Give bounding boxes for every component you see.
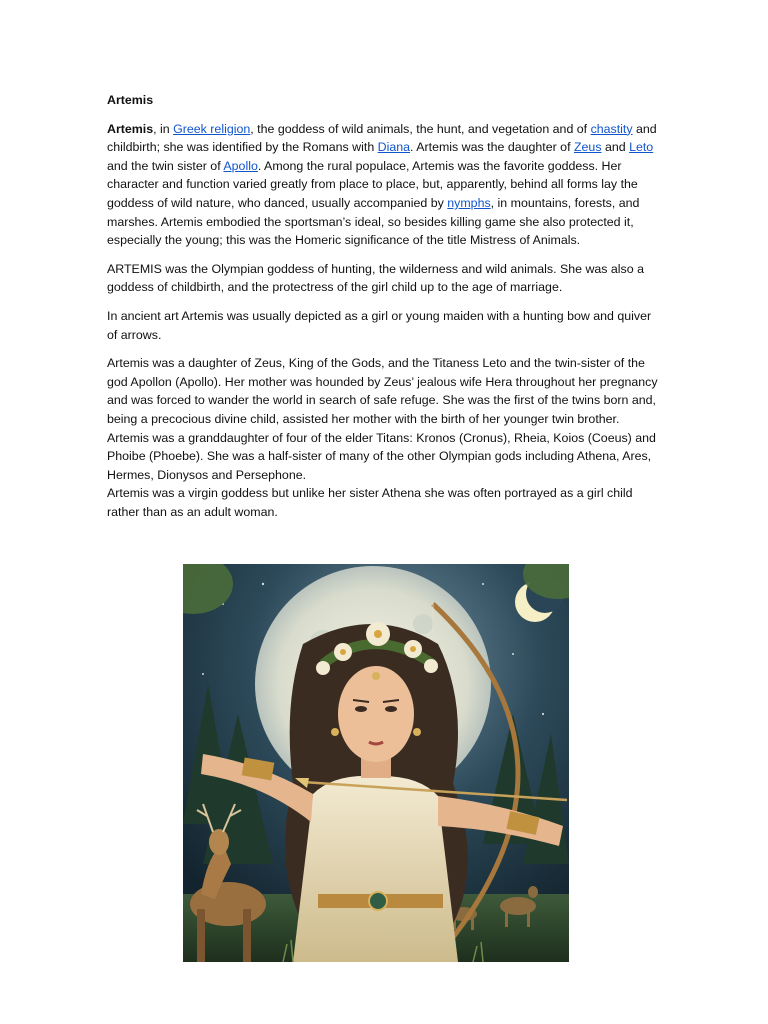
link-nymphs[interactable]: nymphs bbox=[447, 195, 491, 210]
paragraph-titans: Artemis was a granddaughter of four of the elder Titans: Kronos (Cronus), Rheia, Koios (Coeus) and Phoibe (Phoebe). She was a half-sister of many of the other Olympian gods including Athena, Ares, Hermes, Dionysos and Persephone. bbox=[107, 430, 656, 482]
paragraph-olympian: ARTEMIS was the Olympian goddess of hunting, the wilderness and wild animals. She was also a goddess of childbirth, and the protectress of the girl child up to the age of marriage. bbox=[107, 261, 644, 295]
intro-bold-name: Artemis bbox=[107, 121, 154, 136]
artemis-illustration bbox=[183, 564, 569, 962]
paragraph-ancient-art: In ancient art Artemis was usually depicted as a girl or young maiden with a hunting bow and quiver of arrows. bbox=[107, 308, 652, 342]
face bbox=[338, 666, 414, 762]
paragraph-birth: Artemis was a daughter of Zeus, King of the Gods, and the Titaness Leto and the twin-sister of the god Apollon (Apollo). Her mother was hounded by Zeus’ jealous wife Hera throughout her pregnancy and was forced to wander the world in search of safe refuge. She was the first of the twins born and, being a precocious divine child, assisted her mother with the birth of her younger twin brother. bbox=[107, 356, 658, 426]
dress bbox=[293, 776, 458, 962]
link-leto[interactable]: Leto bbox=[629, 140, 654, 155]
link-greek-religion[interactable]: Greek religion bbox=[173, 121, 251, 136]
link-apollo[interactable]: Apollo bbox=[223, 158, 258, 173]
link-diana[interactable]: Diana bbox=[377, 140, 411, 155]
link-zeus[interactable]: Zeus bbox=[573, 140, 602, 155]
document-body bbox=[107, 91, 659, 521]
paragraph-intro: Artemis, in Greek religion, the goddess of wild animals, the hunt, and vegetation and of chastity and childbirth; she was identified by the Romans with Diana. Artemis was the daughter of Zeus and Leto and the twin sister of Apollo. Among the rural populace, Artemis was the favorite goddess. Her character and function varied greatly from place to place, but, apparently, behind all forms lay the goddess of wild nature, who danced, usually accompanied by nymphs, in mountains, forests, and marshes. Artemis embodied the sportsman’s ideal, so besides killing game she also protected it, especially the young; this was the Homeric significance of the title Mistress of Animals. bbox=[107, 121, 657, 248]
link-chastity[interactable]: chastity bbox=[590, 121, 633, 136]
paragraph-virgin-goddess: Artemis was a virgin goddess but unlike her sister Athena she was often portrayed as a girl child rather than as an adult woman. bbox=[107, 486, 633, 519]
document-title: Artemis bbox=[107, 93, 154, 107]
